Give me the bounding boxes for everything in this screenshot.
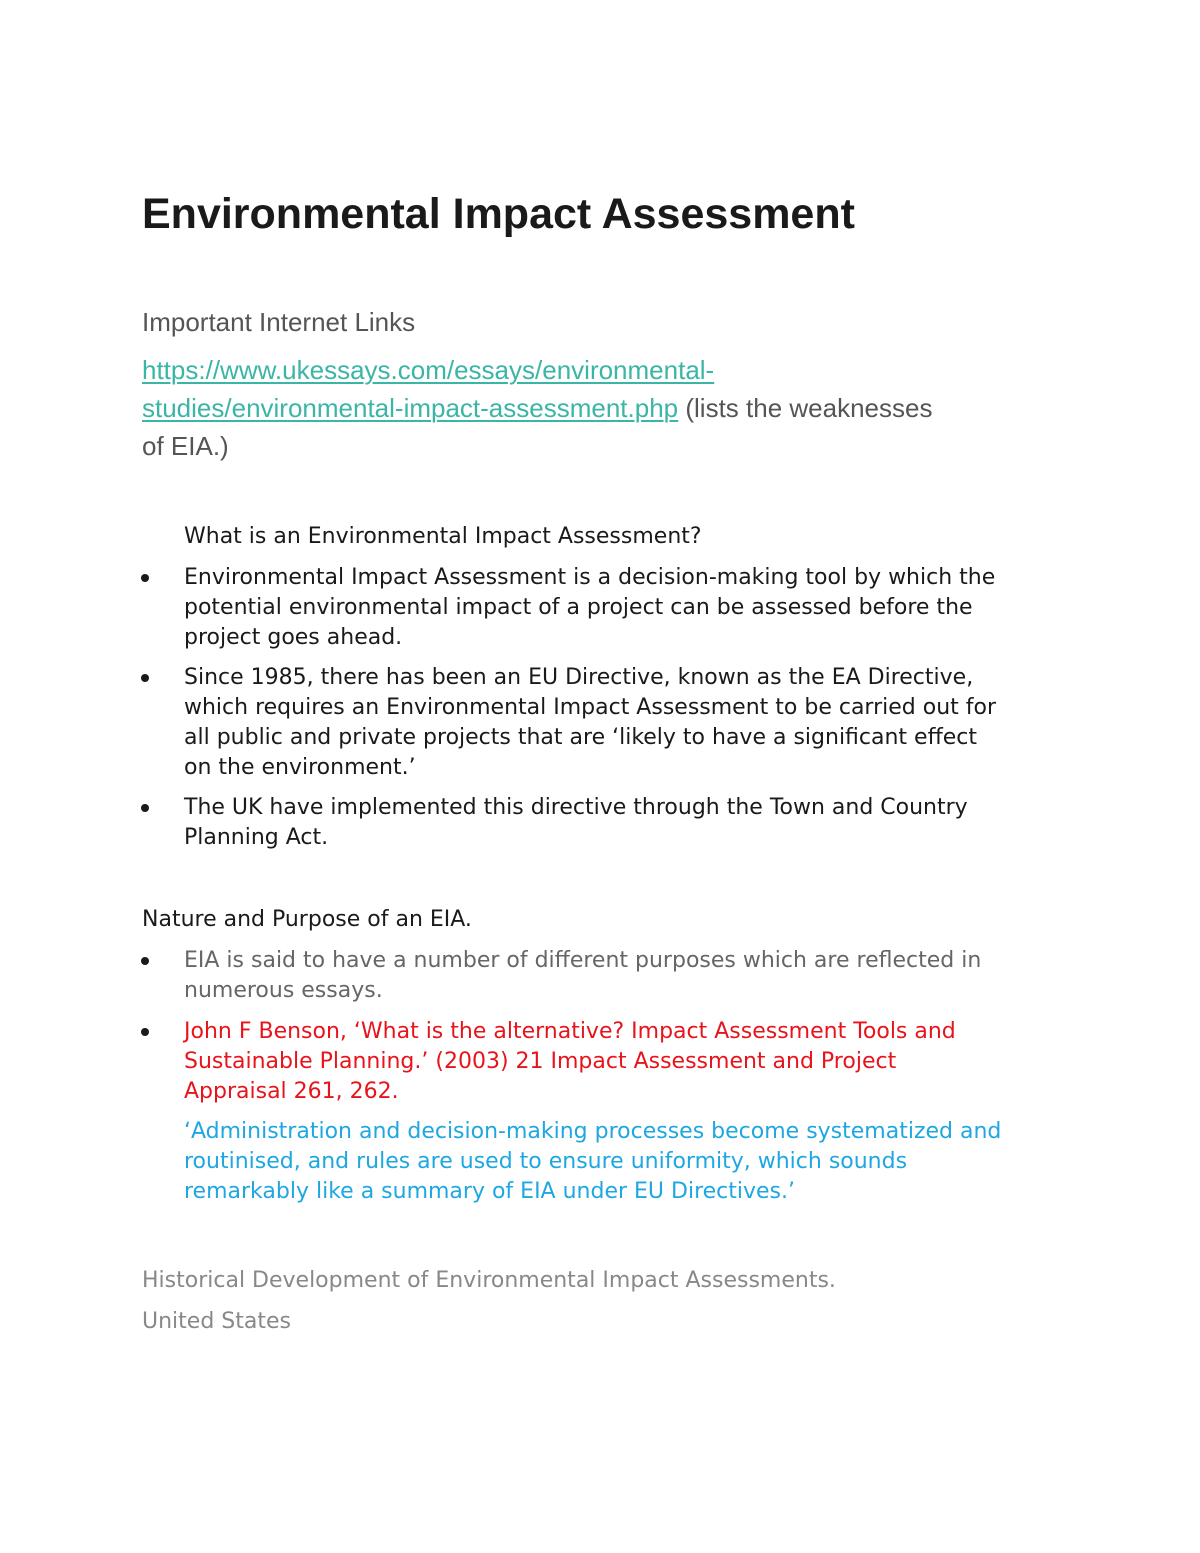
benson-quote [184, 1117, 1001, 1207]
citation-item [184, 1017, 1084, 1107]
quote-line: routinised, and rules are used to ensure uniformity, which sounds [184, 1149, 908, 1174]
what-is-heading: What is an Environmental Impact Assessment? [184, 524, 702, 549]
list-item-line: The UK have implemented this directive through the Town and Country [184, 795, 968, 820]
link-note-end: of EIA.) [142, 431, 229, 461]
list-item [184, 793, 1084, 853]
link-line-1 [142, 351, 1062, 389]
document-title: Environmental Impact Assessment [142, 190, 855, 238]
bullet-icon [141, 674, 149, 682]
ukessays-link-part-1[interactable]: https://www.ukessays.com/essays/environmental- [142, 355, 715, 385]
list-item-line: numerous essays. [184, 978, 383, 1003]
bullet-icon [141, 1028, 149, 1036]
historical-heading: Historical Development of Environmental Impact Assessments. [142, 1268, 836, 1293]
bullet-icon [141, 574, 149, 582]
links-paragraph [142, 351, 1062, 465]
nature-purpose-heading: Nature and Purpose of an EIA. [142, 907, 472, 932]
list-item [184, 663, 1084, 783]
united-states-subheading: United States [142, 1309, 291, 1334]
quote-line: ‘Administration and decision-making processes become systematized and [184, 1119, 1002, 1144]
link-line-2 [142, 389, 1062, 427]
ukessays-link-part-2[interactable]: studies/environmental-impact-assessment.php [142, 393, 679, 423]
list-item-line: all public and private projects that are ‘likely to have a significant effect [184, 725, 977, 750]
links-heading: Important Internet Links [142, 307, 416, 337]
link-note: (lists the weaknesses [678, 393, 933, 423]
list-item-line: Since 1985, there has been an EU Directive, known as the EA Directive, [184, 665, 974, 690]
bullet-icon [141, 804, 149, 812]
citation-line: Sustainable Planning.’ (2003) 21 Impact Assessment and Project [184, 1049, 897, 1074]
list-item-line: Environmental Impact Assessment is a decision-making tool by which the [184, 565, 996, 590]
quote-line: remarkably like a summary of EIA under EU Directives.’ [184, 1179, 796, 1204]
list-item [184, 946, 1084, 1006]
list-item-line: potential environmental impact of a project can be assessed before the [184, 595, 973, 620]
bullet-icon [141, 957, 149, 965]
list-item [184, 563, 1084, 653]
list-item-line: project goes ahead. [184, 625, 403, 650]
list-item-line: which requires an Environmental Impact Assessment to be carried out for [184, 695, 997, 720]
citation-line: Appraisal 261, 262. [184, 1079, 399, 1104]
list-item-line: Planning Act. [184, 825, 329, 850]
list-item-line: EIA is said to have a number of different purposes which are reflected in [184, 948, 982, 973]
citation-line: John F Benson, ‘What is the alternative? Impact Assessment Tools and [184, 1019, 956, 1044]
list-item-line: on the environment.’ [184, 755, 416, 780]
